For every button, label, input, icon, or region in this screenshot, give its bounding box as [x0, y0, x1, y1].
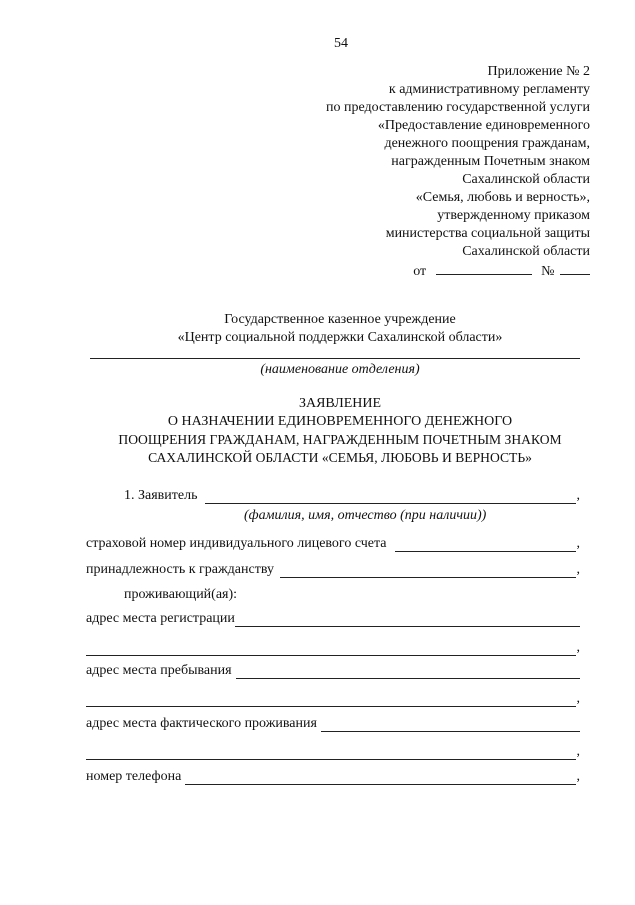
number-blank[interactable] [560, 262, 590, 275]
document-title: ЗАЯВЛЕНИЕ [298, 396, 382, 411]
registration-label: адрес места регистрации [86, 611, 235, 626]
snils-field[interactable] [395, 538, 576, 552]
institution-line-2: «Центр социальной поддержки Сахалинской области» [177, 330, 503, 345]
number-prefix: № [541, 264, 555, 279]
comma: , [576, 488, 580, 503]
stay-field[interactable] [236, 665, 580, 679]
registration-field[interactable] [235, 613, 580, 627]
stay-field-continued[interactable] [86, 693, 576, 707]
actual-address-row-2 [86, 744, 580, 760]
date-blank[interactable] [436, 262, 532, 275]
snils-row [86, 536, 580, 552]
appendix-line: Приложение № 2 [487, 64, 590, 79]
phone-label: номер телефона [86, 769, 182, 784]
citizenship-row [86, 562, 580, 578]
residing-label: проживающий(ая): [124, 587, 238, 602]
department-caption: (наименование отделения) [260, 362, 420, 377]
actual-address-label: адрес места фактического проживания [86, 716, 317, 731]
appendix-line: министерства социальной защиты [385, 226, 590, 241]
institution-line-1: Государственное казенное учреждение [224, 312, 456, 327]
registration-row [86, 611, 580, 627]
appendix-line: «Предоставление единовременного [377, 118, 590, 133]
citizenship-field[interactable] [280, 564, 576, 578]
phone-field[interactable] [185, 771, 575, 785]
comma: , [576, 536, 580, 551]
actual-address-row [86, 716, 580, 732]
document-title-line-4: САХАЛИНСКОЙ ОБЛАСТИ «СЕМЬЯ, ЛЮБОВЬ И ВЕРНОСТЬ» [148, 450, 532, 465]
comma: , [576, 769, 580, 784]
applicant-label: 1. Заявитель [124, 488, 198, 503]
applicant-row [124, 488, 580, 504]
stay-row-2 [86, 691, 580, 707]
phone-row [86, 769, 580, 785]
institution-underline[interactable] [90, 358, 580, 359]
page-number: 54 [334, 36, 348, 51]
document-title-line-2: О НАЗНАЧЕНИИ ЕДИНОВРЕМЕННОГО ДЕНЕЖНОГО [167, 414, 513, 429]
applicant-caption: (фамилия, имя, отчество (при наличии)) [244, 508, 487, 523]
appendix-line: Сахалинской области [462, 244, 590, 259]
appendix-line: к административному регламенту [388, 82, 590, 97]
snils-label: страховой номер индивидуального лицевого счета [86, 536, 387, 551]
registration-row-2 [86, 640, 580, 656]
stay-label: адрес места пребывания [86, 663, 232, 678]
comma: , [576, 640, 580, 655]
appendix-line: по предоставлению государственной услуги [326, 100, 590, 115]
appendix-date-number-line [413, 262, 590, 280]
stay-row [86, 663, 580, 679]
appendix-line: награжденным Почетным знаком [391, 154, 590, 169]
date-prefix: от [413, 264, 427, 279]
comma: , [576, 562, 580, 577]
applicant-field[interactable] [205, 490, 575, 504]
comma: , [576, 744, 580, 759]
appendix-line: «Семья, любовь и верность», [415, 190, 590, 205]
appendix-line: утвержденному приказом [437, 208, 590, 223]
registration-field-continued[interactable] [86, 642, 576, 656]
document-title-line-3: ПООЩРЕНИЯ ГРАЖДАНАМ, НАГРАЖДЕННЫМ ПОЧЕТНЫМ ЗНАКОМ [118, 432, 562, 447]
appendix-line: Сахалинской области [462, 172, 590, 187]
comma: , [576, 691, 580, 706]
actual-address-field[interactable] [321, 718, 580, 732]
appendix-line: денежного поощрения гражданам, [384, 136, 590, 151]
citizenship-label: принадлежность к гражданству [86, 562, 274, 577]
actual-address-field-continued[interactable] [86, 746, 576, 760]
